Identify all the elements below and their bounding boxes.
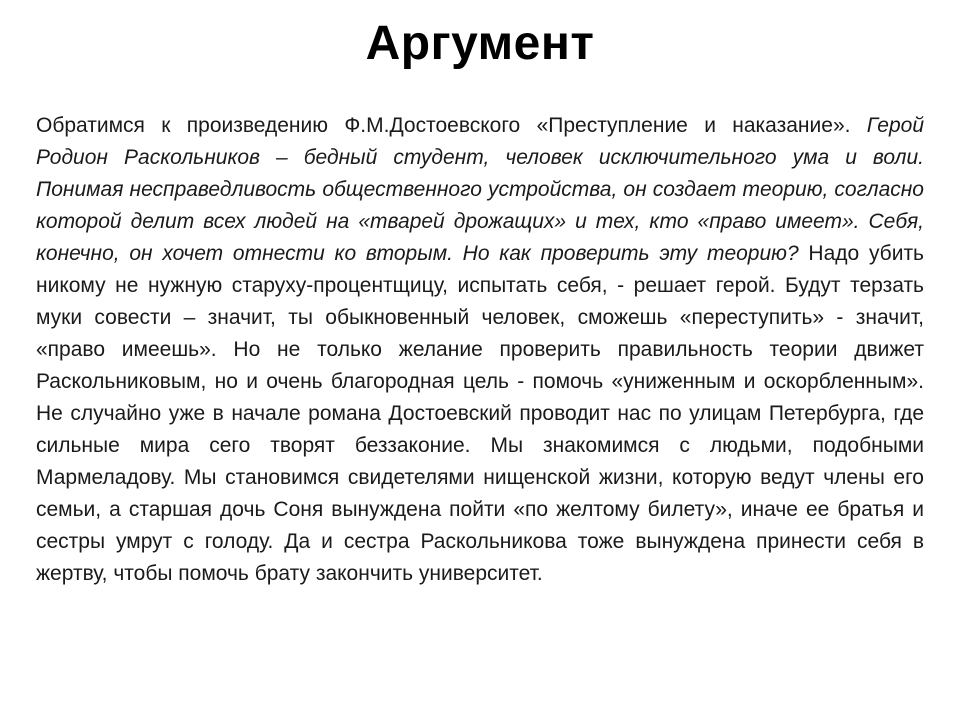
paragraph-italic-text: Герой Родион Раскольников – бедный студент, человек исключительного ума и воли. Понимая несправедливость общественного устройства, он создает теорию, согласно которой делит всех людей на «тварей дрожащих» и тех, кто «право имеет». Себя, конечно, он хочет отнести ко вторым. Но как проверить эту теорию? (36, 114, 924, 265)
paragraph-main-text: Надо убить никому не нужную старуху-процентщицу, испытать себя, - решает герой. Будут терзать муки совести – значит, ты обыкновенный человек, сможешь «переступить» - значит, «право имеешь». Но не только желание проверить правильность теории движет Раскольниковым, но и очень благородная цель - помочь «униженным и оскорбленным». Не случайно уже в начале романа Достоевский проводит нас по улицам Петербурга, где сильные мира сего творят беззаконие. Мы знакомимся с людьми, подобными Мармеладову. Мы становимся свидетелями нищенской жизни, которую ведут члены его семьи, а старшая дочь Соня вынуждена пойти «по желтому билету», иначе ее братья и сестры умрут с голоду. Да и сестра Раскольникова тоже вынуждена принести себя в жертву, чтобы помочь брату закончить университет. (36, 242, 925, 585)
paragraph-intro-text: Обратимся к произведению Ф.М.Достоевского «Преступление и наказание». (36, 114, 867, 137)
slide-title: Аргумент (365, 17, 595, 70)
argument-paragraph (36, 110, 924, 590)
